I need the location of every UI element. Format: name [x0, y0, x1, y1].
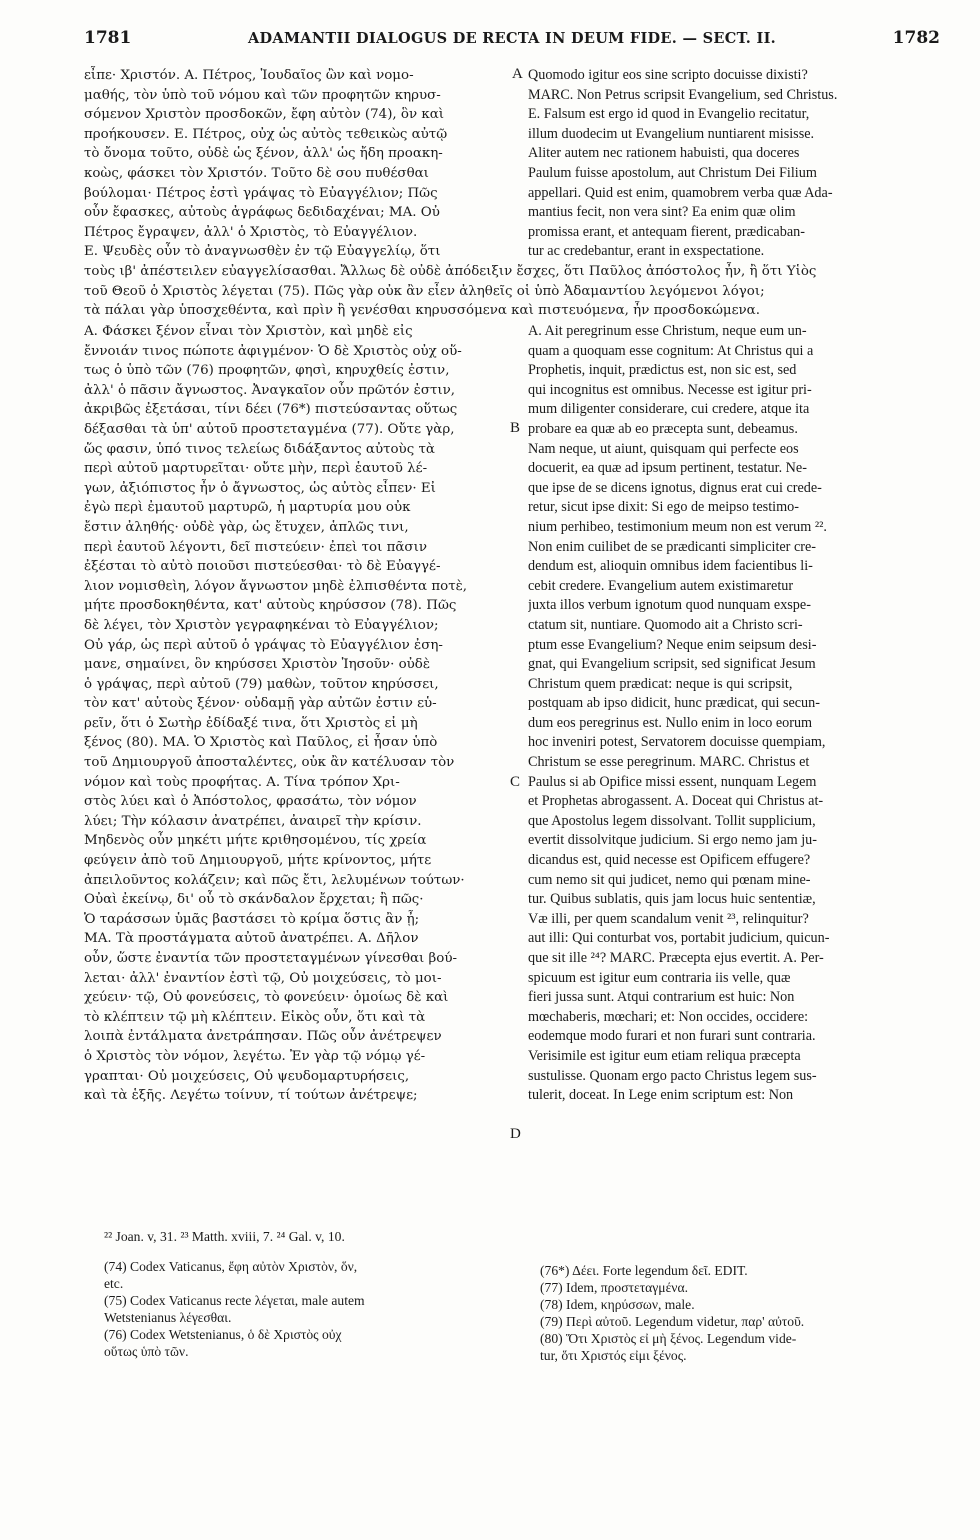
greek-line: φεύγειν ἀπὸ τοῦ Δημιουργοῦ, μήτε κρίνοντος, μήτε	[84, 853, 432, 869]
greek-line: Ε. Ψευδὲς οὖν τὸ ἀναγνωσθὲν ἐν τῷ Εὐαγγελίῳ, ὅτι	[84, 244, 441, 260]
greek-line: λιον νομισθεὶη, λόγον ἄγνωστον μηδὲ ἐλπισθέντα ποτὲ,	[84, 578, 468, 594]
latin-line: Paulus si ab Opifice missi essent, nunquam Legem	[528, 773, 817, 790]
greek-line: τοὺς ιβ' ἀπέστειλεν εὐαγγελίσασθαι. Ἄλλως δὲ οὐδὲ ἀπόδειξιν ἔσχες, ὅτι Παῦλος ἀπόστολος ἦν, ἢ ὅτι Υἱὸς	[84, 264, 817, 279]
footnote-line: οὕτως ὑπὸ τῶν.	[104, 1344, 189, 1359]
latin-line: Aliter autem nec rationem habuisti, qua doceres	[528, 145, 800, 162]
latin-line: nium perhibeo, testimonium meum non est verum ²².	[528, 518, 827, 535]
latin-line: tur. Quibus sublatis, quis jam locus huic sententiæ,	[528, 891, 816, 908]
greek-line: Α. Φάσκει ξένον εἶναι τὸν Χριστὸν, καὶ μηδὲ εἰς	[84, 324, 413, 339]
greek-line: Μηδενὸς οὖν μηκέτι μήτε κριθησομένου, τίς χρεία	[84, 833, 427, 849]
greek-line: καὶ τὰ ἑξῆς. Λεγέτω τοίνυν, τί τούτων ἀνέτρεψε;	[84, 1088, 418, 1104]
greek-line: Οὐ γάρ, ὡς περὶ αὐτοῦ ὁ γράψας τὸ Εὐαγγέλιον ἐση-	[84, 637, 443, 653]
greek-line: γων, ἀξιόπιστος ἦν ὁ ἄγνωστος, ὡς αὐτὸς εἶπεν· Εἰ	[84, 480, 436, 496]
latin-line: E. Falsum est ergo id quod in Evangelio recitatur,	[528, 106, 810, 123]
latin-column-main	[528, 322, 946, 1106]
latin-line: que sit ille ²⁴? MARC. Præcepta ejus evertit. A. Per-	[528, 950, 824, 966]
latin-line: cum nemo sit qui judicet, nemo qui pœnam mine-	[528, 871, 811, 888]
greek-line: λύει; Τὴν κόλασιν ἀνατρέπει, ἀναιρεῖ τὴν κρίσιν.	[84, 813, 422, 829]
greek-column-main	[84, 322, 504, 1106]
greek-line: βούλομαι· Πέτρος ἐστὶ γράψας τὸ Εὐαγγέλιον; Πῶς	[84, 185, 438, 201]
latin-line: qui incognitus est omnibus. Necesse est igitur pri-	[528, 381, 812, 398]
greek-line: τὸ ὄνομα τοῦτο, οὐδὲ ὡς ξένον, ἀλλ' ὡς ἤδη προακη-	[84, 146, 443, 162]
latin-line: tulerit, doceat. In Lege enim scriptum est: Non	[528, 1087, 794, 1104]
latin-line: probare ea quæ ab eo præcepta sunt, debeamus.	[528, 420, 798, 437]
greek-line: Πέτρος ἔγραψεν, ἀλλ' ὁ Χριστὸς, τὸ Εὐαγγέλιον.	[84, 224, 418, 240]
greek-line: Οὐαὶ ἐκείνῳ, δι' οὗ τὸ σκάνδαλον ἔρχεται; ἢ πῶς·	[84, 892, 424, 908]
greek-line: ὁ Χριστὸς τὸν νόμον, λεγέτω. Ἐν γὰρ τῷ νόμῳ γέ-	[84, 1048, 426, 1064]
greek-line: γραπται· Οὐ μοιχεύσεις, Οὐ ψευδομαρτυρήσεις,	[84, 1068, 410, 1084]
footnote-line: Wetstenianus λέγεσθαι.	[104, 1310, 232, 1325]
latin-line: illum duodecim ut Evangelium nuntiarent misisse.	[528, 125, 815, 142]
greek-line: ὁ γράψας, περὶ αὐτοῦ (79) μαθὼν, τοῦτον κηρύσσει,	[84, 676, 439, 692]
latin-line: et Prophetas abrogassent. A. Doceat qui Christus at-	[528, 793, 824, 810]
latin-line: retur, sicut ipse dixit: Si ego de meipso testimo-	[528, 499, 799, 516]
latin-line: tur ac credebantur, erant in exspectatione.	[528, 243, 765, 260]
latin-line: A. Ait peregrinum esse Christum, neque eum un-	[528, 323, 807, 339]
latin-line: Prophetis, inquit, prædictus est, non sic est, sed	[528, 362, 797, 379]
latin-line: fieri jussa sunt. Atqui contrarium est huic: Non	[528, 989, 795, 1006]
footnote-line: (78) Idem, κηρύσσων, male.	[540, 1297, 695, 1312]
greek-line: μαθής, τὸν ὑπὸ τοῦ νόμου καὶ τῶν προφητῶν κηρυσ-	[84, 87, 441, 103]
greek-line: κοὼς, φάσκει τὸν Χριστόν. Τοῦτο δὲ σου πυθέσθαι	[84, 165, 429, 181]
footnote-line: etc.	[104, 1276, 124, 1291]
greek-line: ξένος (80). ΜΑ. Ὁ Χριστὸς καὶ Παῦλος, εἰ ἦσαν ὑπὸ	[84, 735, 438, 751]
footnote-line: (79) Περὶ αὐτοῦ. Legendum videtur, παρ' αὐτοῦ.	[540, 1314, 805, 1329]
latin-line: Non enim cuilibet de se prædicanti simpliciter cre-	[528, 538, 816, 555]
footnote-line: (75) Codex Vaticanus recte λέγεται, male autem	[104, 1293, 365, 1308]
latin-line: mœchaberis, mœchari; et: Non occides, occidere:	[528, 1008, 809, 1025]
page-header	[84, 28, 940, 50]
greek-line: περὶ ἑαυτοῦ λέγοντι, δεῖ πιστεύειν· ἐπεὶ τοι πᾶσιν	[84, 539, 427, 555]
margin-marker-d: D	[510, 1126, 521, 1142]
latin-line: docuerit, ea quæ ad ipsum pertinent, testatur. Ne-	[528, 460, 807, 477]
scripture-references: ²² Joan. v, 31. ²³ Matth. xviii, 7. ²⁴ Gal. v, 10.	[104, 1229, 345, 1244]
greek-line: τως ὁ ὑπὸ τῶν (76) προφητῶν, φησὶ, κηρυχθείς ἐστιν,	[84, 363, 450, 379]
greek-line: ἐγὼ περὶ ἐμαυτοῦ μαρτυρῶ, ἡ μαρτυρία μου οὐκ	[84, 500, 411, 516]
footnote-line: (74) Codex Vaticanus, ἔφη αὐτὸν Χριστὸν, ὅν,	[104, 1259, 358, 1274]
latin-line: que ipse de se dicens ignotus, dignus erat cui crede-	[528, 479, 822, 496]
footnote-line: (80) Ὅτι Χριστὸς εἰ μὴ ξένος. Legendum vide-	[540, 1331, 797, 1346]
greek-line: τοῦ Θεοῦ ὁ Χριστὸς λέγεται (75). Πῶς γὰρ οὐκ ἂν εἶεν ἀληθεῖς οἱ ὑπὸ Ἀδαμαντίου λεγόμενοι λόγοι;	[84, 283, 765, 299]
latin-line: Christum se esse peregrinum. MARC. Christus et	[528, 754, 810, 771]
margin-marker-a: A	[512, 66, 523, 82]
greek-line: περὶ αὐτοῦ μαρτυρεῖται· οὔτε μὴν, περὶ ἑαυτοῦ λέ-	[84, 461, 428, 477]
greek-line: οὖν ἔφασκες, αὐτοὺς ἀγράφως δεδιδαχέναι; ΜΑ. Οὐ	[84, 205, 440, 221]
greek-line: τὸν κατ' αὐτοὺς ξένον· οὐδαμῇ γὰρ αὐτῶν ἐστιν εὑ-	[84, 696, 437, 712]
greek-line: μήτε προσδοκηθέντα, κατ' αὐτοὺς κηρύσσον (78). Πῶς	[84, 598, 457, 614]
latin-line: cebit credere. Evangelium autem existimaretur	[528, 577, 794, 594]
latin-line: Nam neque, ut aiunt, quisquam qui perfecte eos	[528, 440, 799, 457]
greek-line: νόμον καὶ τοὺς προφήτας. Α. Τίνα τρόπον Χρι-	[84, 774, 400, 790]
greek-line: τὰ πάλαι γὰρ ὑποσχεθέντα, καὶ πρὶν ἢ γενέσθαι κηρυσσόμενα καὶ πιστευόμενα, ἦν προσδοκώμενα.	[84, 303, 760, 319]
footnote-line: tur, ὅτι Χριστός εἰμι ξένος.	[540, 1348, 687, 1363]
running-title: ADAMANTII DIALOGUS DE RECTA IN DEUM FIDE. — SECT. II.	[247, 30, 777, 47]
latin-column-top	[528, 66, 946, 262]
greek-line: ΜΑ. Τὰ προστάγματα αὐτοῦ ἀνατρέπει. Α. Δῆλον	[84, 931, 419, 947]
footnote-line: (77) Idem, προστεταγμένα.	[540, 1280, 688, 1295]
latin-line: appellari. Quid est enim, quamobrem verba quæ Ada-	[528, 184, 833, 201]
latin-line: eodemque modo furari et non furari sunt contraria.	[528, 1028, 816, 1045]
greek-line: ὥς φασιν, ὑπό τινος τελείως διδάξαντος αὐτοὺς τὰ	[84, 441, 435, 457]
footnote-line: (76) Codex Wetstenianus, ὁ δὲ Χριστὸς οὐχ	[104, 1327, 342, 1342]
footnotes-left	[104, 1258, 516, 1360]
greek-full-width	[84, 262, 944, 321]
greek-line: ἔννοιάν τινος πώποτε ἀφιγμένον· Ὁ δὲ Χριστὸς οὐχ οὕ-	[84, 343, 462, 359]
greek-line: εἶπε· Χριστόν. Α. Πέτρος, Ἰουδαῖος ὢν καὶ νομο-	[84, 68, 414, 83]
latin-line: hoc inveniri potest, Servatorem docuisse quempiam,	[528, 734, 826, 751]
latin-line: ctatum sit, nuntiare. Quomodo ait a Christo scri-	[528, 616, 803, 633]
greek-line: χεύειν· τῷ, Οὐ φονεύσεις, τὸ φονεύειν· ὁμοίως δὲ καὶ	[84, 990, 449, 1006]
latin-line: Paulum fuisse apostolum, aut Christum Dei Filium	[528, 164, 817, 181]
latin-line: dicandus est, quid necesse est Opificem effugere?	[528, 852, 811, 869]
footnotes-right	[540, 1262, 940, 1364]
greek-line: ρεῖν, ὅτι ὁ Σωτὴρ ἐδίδαξέ τινα, ὅτι Χριστὸς εἰ μὴ	[84, 715, 418, 731]
greek-line: στὸς λύει καὶ ὁ Ἀπόστολος, φρασάτω, τὸν νόμον	[84, 794, 417, 810]
latin-line: quam a quoquam esse cognitum: At Christus qui a	[528, 342, 814, 359]
greek-line: ἔστιν ἀληθής· οὐδὲ γὰρ, ὡς ἔτυχεν, ἁπλῶς τινι,	[84, 519, 409, 535]
greek-line: Ὁ ταράσσων ὑμᾶς βαστάσει τὸ κρίμα ὅστις ἂν ᾖ;	[84, 911, 420, 927]
greek-line: ἐξέσται τὸ αὐτὸ ποιοῦσι πιστεύεσθαι· τὸ δὲ Εὐαγγέ-	[84, 559, 441, 575]
greek-line: ἀλλ' ὁ πᾶσιν ἄγνωστος. Ἀναγκαῖον οὖν πρῶτόν ἐστιν,	[84, 382, 456, 398]
latin-line: Quomodo igitur eos sine scripto docuisse dixisti?	[528, 67, 808, 83]
greek-line: δὲ λέγει, τὸν Χριστὸν γεγραφηκέναι τὸ Εὐαγγέλιον;	[84, 617, 439, 633]
greek-line: οὖν, ὥστε ἐναντία τῶν προστεταγμένων γίνεσθαι βού-	[84, 951, 458, 966]
margin-marker-c: C	[510, 774, 521, 790]
latin-line: Christum quem prædicat: neque is qui scripsit,	[528, 675, 793, 692]
greek-line: λεται· ἀλλ' ἐναντίον ἐστὶ τῷ, Οὐ μοιχεύσεις, τὸ μοι-	[84, 970, 442, 986]
greek-line: τὸ κλέπτειν τῷ μὴ κλέπτειν. Εἰκὸς οὖν, ὅτι καὶ τὰ	[84, 1009, 426, 1025]
latin-line: MARC. Non Petrus scripsit Evangelium, sed Christus.	[528, 86, 838, 103]
latin-line: que Apostolus legem dissolvant. Tollit supplicium,	[528, 812, 816, 829]
margin-marker-b: B	[510, 420, 521, 436]
greek-line: ἀκριβῶς ἐξετάσαι, τίνι δέει (76*) πιστεύσαντας οὕτως	[84, 402, 458, 418]
latin-line: Verisimile est igitur eum etiam reliqua præcepta	[528, 1047, 801, 1064]
greek-line: τοῦ Δημιουργοῦ ἀποσταλέντες, οὐκ ἂν κατέλυσαν τὸν	[84, 755, 455, 771]
greek-line: δέξασθαι τὰ ὑπ' αὐτοῦ προστεταγμένα (77). Οὔτε γὰρ,	[84, 421, 455, 437]
latin-line: ptum esse Evangelium? Neque enim seipsum desi-	[528, 636, 817, 653]
latin-line: Væ illi, per quem scandalum venit ²³, relinquitur?	[528, 910, 809, 927]
latin-line: dum eos peregrinus est. Nullo enim in loco eorum	[528, 714, 813, 731]
greek-line: σόμενον Χριστὸν προσδοκῶν, ἔφη αὐτὸν (74), ὃν καὶ	[84, 107, 445, 123]
latin-line: aut illi: Qui conturbat vos, portabit judicium, quicun-	[528, 930, 830, 947]
page-number-right: 1782	[892, 28, 940, 48]
latin-line: mantius fecit, non vera sint? Ea enim quæ olim	[528, 204, 796, 221]
greek-line: λοιπὰ ἐντάλματα ἀνετράπησαν. Πῶς οὖν ἀνέτρεψεν	[84, 1029, 442, 1045]
latin-line: gnat, qui Evangelium scripsit, sed significat Jesum	[528, 656, 816, 673]
greek-line: ἀπειλοῦντος κολάζειν; καὶ πῶς ἔτι, λελυμένων τούτων·	[84, 872, 465, 888]
latin-line: mum diligenter considerare, cui credere, atque ita	[528, 401, 810, 418]
latin-line: spicuum est igitur eum contraria iis velle, quæ	[528, 969, 791, 986]
page-number-left: 1781	[84, 28, 132, 48]
greek-line: προήκουσεν. Ε. Πέτρος, οὐχ ὡς αὐτὸς τεθεικὼς αὐτῷ	[84, 126, 448, 142]
greek-line: μανε, σημαίνει, ὃν κηρύσσει Χριστὸν Ἰησοῦν· οὐδὲ	[84, 657, 431, 673]
footnote-line: (76*) Δέει. Forte legendum δεῖ. EDIT.	[540, 1263, 748, 1278]
latin-line: juxta illos verbum ignotum quod nunquam exspe-	[528, 597, 811, 614]
latin-line: evertit dissolvitque judicium. Si ergo nemo jam ju-	[528, 832, 817, 849]
latin-line: sustulisse. Quonam ergo pacto Christus legem sus-	[528, 1067, 817, 1084]
latin-line: postquam ab ipso didicit, hunc prædicat, qui secun-	[528, 695, 820, 712]
latin-line: promissa erant, et antequam fierent, prædicaban-	[528, 223, 805, 240]
greek-column-top	[84, 66, 514, 262]
latin-line: dendum est, alioquin omnibus idem facientibus li-	[528, 558, 813, 575]
